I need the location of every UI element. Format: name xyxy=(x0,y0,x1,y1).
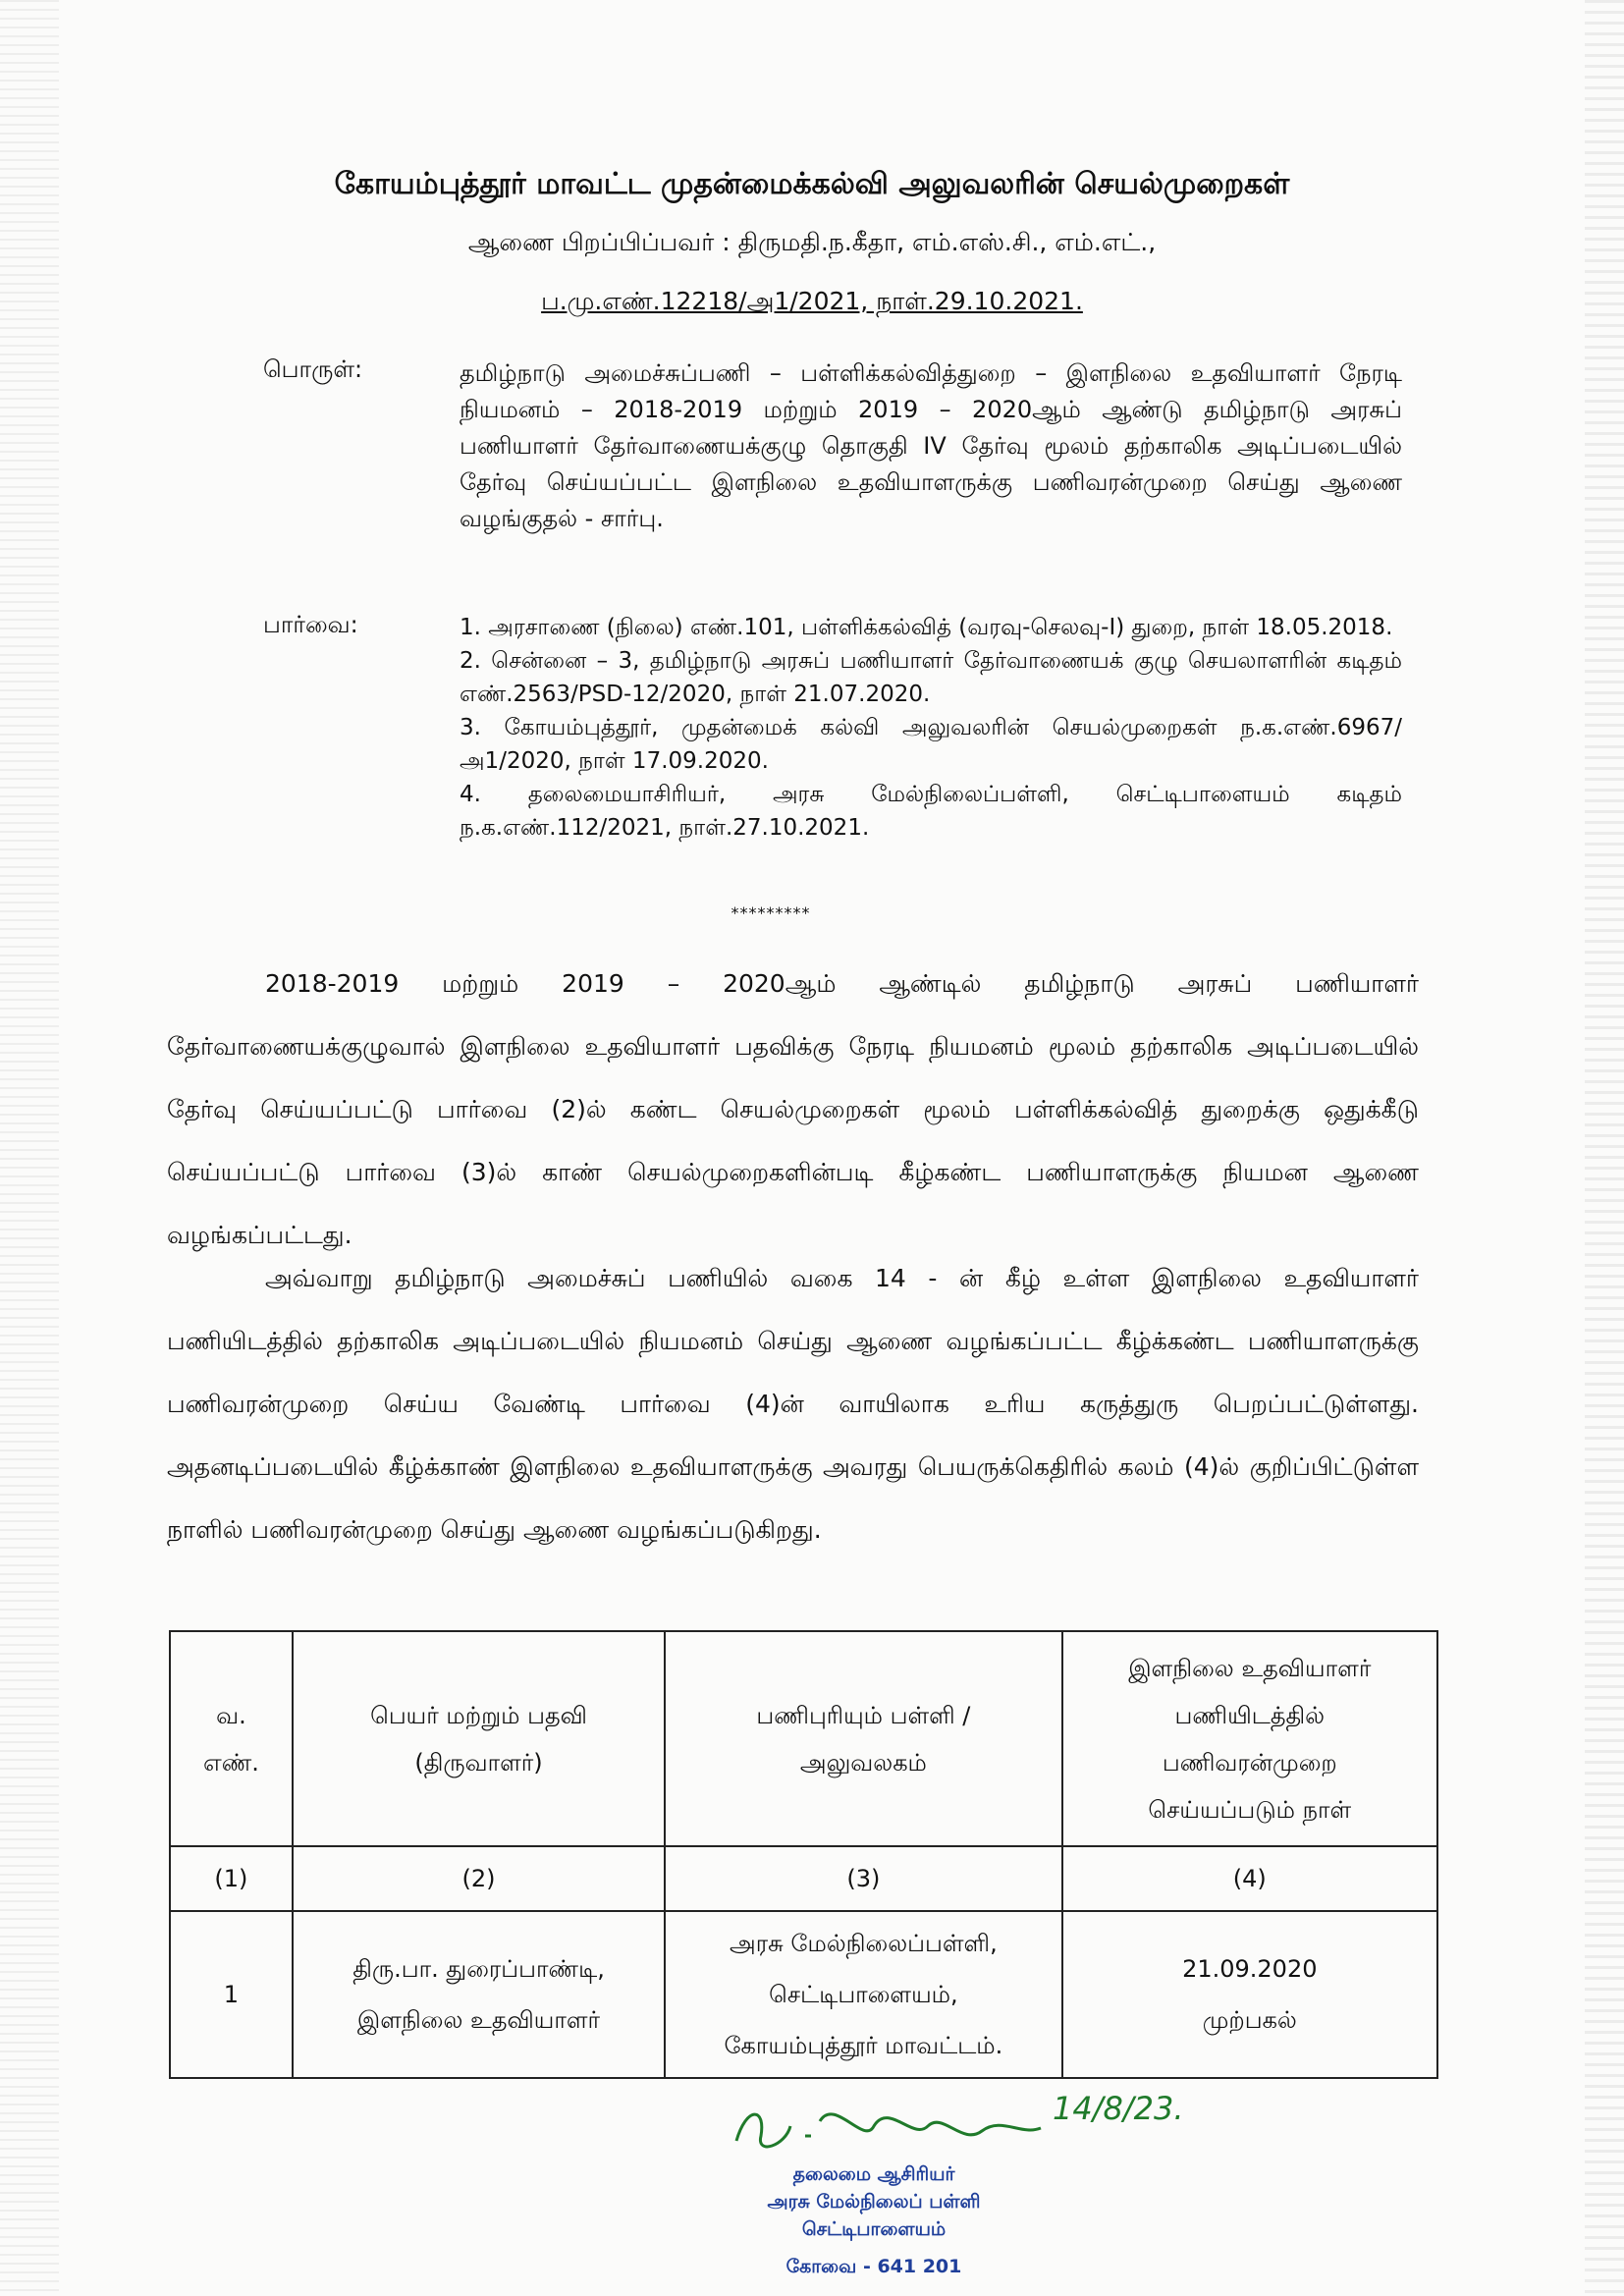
scan-edge-right xyxy=(1585,0,1624,2296)
stamp-school: அரசு மேல்நிலைப் பள்ளி xyxy=(767,2191,981,2213)
headmaster-stamp xyxy=(727,2160,1021,2280)
header-office: பணிபுரியும் பள்ளி / அலுவலகம் xyxy=(665,1631,1061,1846)
header-name: பெயர் மற்றும் பதவி (திருவாளர்) xyxy=(293,1631,665,1846)
column-number-row xyxy=(170,1846,1437,1911)
cell-name: திரு.பா. துரைப்பாண்டி, இளநிலை உதவியாளர் xyxy=(293,1911,665,2078)
reference-item: 2. சென்னை – 3, தமிழ்நாடு அரசுப் பணியாளர் தேர்வாணையக் குழு செயலாளரின் கடிதம் எண்.2563/PSD-12/2020, நாள் 21.07.2020. xyxy=(460,648,1402,707)
header-sno: வ. எண். xyxy=(170,1631,293,1846)
col-number: (2) xyxy=(293,1846,665,1911)
subject-label: பொருள்: xyxy=(263,355,363,383)
cell-sno: 1 xyxy=(170,1911,293,2078)
references-label: பார்வை: xyxy=(263,611,358,638)
reference-item: 3. கோயம்புத்தூர், முதன்மைக் கல்வி அலுவலரின் செயல்முறைகள் ந.க.எண்.6967/அ1/2020, நாள் 17.09.2020. xyxy=(460,715,1402,774)
table-header-row xyxy=(170,1631,1437,1846)
subject-text: தமிழ்நாடு அமைச்சுப்பணி – பள்ளிக்கல்வித்துறை – இளநிலை உதவியாளர் நேரடி நியமனம் – 2018-2019 மற்றும் 2019 – 2020ஆம் ஆண்டு தமிழ்நாடு அரசுப் பணியாளர் தேர்வாணையக்குழு தொகுதி IV தேர்வு மூலம் தற்காலிக அடிப்படையில் தேர்வு செய்யப்பட்ட இளநிலை உதவியாளருக்கு பணிவரன்முறை செய்து ஆணை வழங்குதல் - சார்பு. xyxy=(460,359,1403,532)
reference-item: 1. அரசாணை (நிலை) எண்.101, பள்ளிக்கல்வித் (வரவு-செலவு-I) துறை, நாள் 18.05.2018. xyxy=(460,615,1393,640)
header-date: இளநிலை உதவியாளர் பணியிடத்தில் பணிவரன்முறை செய்யப்படும் நாள் xyxy=(1062,1631,1437,1846)
page-title: கோயம்புத்தூர் மாவட்ட முதன்மைக்கல்வி அலுவலரின் செயல்முறைகள் xyxy=(334,167,1290,201)
issuer-line: ஆணை பிறப்பிப்பவர் : திருமதி.ந.கீதா, எம்.எஸ்.சி., எம்.எட்., xyxy=(467,228,1157,256)
body-paragraph-1: 2018-2019 மற்றும் 2019 – 2020ஆம் ஆண்டில் தமிழ்நாடு அரசுப் பணியாளர் தேர்வாணையக்குழுவால் இளநிலை உதவியாளர் பதவிக்கு நேரடி நியமனம் மூலம் தற்காலிக அடிப்படையில் தேர்வு செய்யப்பட்டு பார்வை (2)ல் கண்ட செயல்முறைகள் மூலம் பள்ளிக்கல்வித் துறைக்கு ஒதுக்கீடு செய்யப்பட்டு பார்வை (3)ல் காண் செயல்முறைகளின்படி கீழ்கண்ட பணியாளருக்கு நியமன ஆணை வழங்கப்பட்டது. xyxy=(167,969,1419,1249)
reference-item: 4. தலைமையாசிரியர், அரசு மேல்நிலைப்பள்ளி, செட்டிபாளையம் கடிதம் ந.க.எண்.112/2021, நாள்.27.10.2021. xyxy=(460,782,1402,841)
col-number: (4) xyxy=(1062,1846,1437,1911)
appointment-table xyxy=(169,1630,1438,2079)
table-row xyxy=(170,1911,1437,2078)
reference-number: ப.மு.எண்.12218/அ1/2021, நாள்.29.10.2021. xyxy=(541,287,1083,315)
signature-date: 14/8/23. xyxy=(1053,2090,1184,2127)
stamp-city: கோவை - 641 201 xyxy=(785,2256,962,2277)
scan-edge-left xyxy=(0,0,59,2296)
cell-date: 21.09.2020 முற்பகல் xyxy=(1062,1911,1437,2078)
references-list xyxy=(460,611,1402,845)
col-number: (3) xyxy=(665,1846,1061,1911)
separator: ********* xyxy=(731,903,811,922)
col-number: (1) xyxy=(170,1846,293,1911)
stamp-place: செட்டிபாளையம் xyxy=(801,2218,947,2240)
body-paragraph-2: அவ்வாறு தமிழ்நாடு அமைச்சுப் பணியில் வகை 14 - ன் கீழ் உள்ள இளநிலை உதவியாளர் பணியிடத்தில் தற்காலிக அடிப்படையில் நியமனம் செய்து ஆணை வழங்கப்பட்ட கீழ்க்கண்ட பணியாளருக்கு பணிவரன்முறை செய்ய வேண்டி பார்வை (4)ன் வாயிலாக உரிய கருத்துரு பெறப்பட்டுள்ளது. அதனடிப்படையில் கீழ்க்காண் இளநிலை உதவியாளருக்கு அவரது பெயருக்கெதிரில் கலம் (4)ல் குறிப்பிட்டுள்ள நாளில் பணிவரன்முறை செய்து ஆணை வழங்கப்படுகிறது. xyxy=(167,1264,1419,1544)
cell-office: அரசு மேல்நிலைப்பள்ளி, செட்டிபாளையம், கோயம்புத்தூர் மாவட்டம். xyxy=(665,1911,1061,2078)
stamp-title: தலைமை ஆசிரியர் xyxy=(792,2163,955,2185)
